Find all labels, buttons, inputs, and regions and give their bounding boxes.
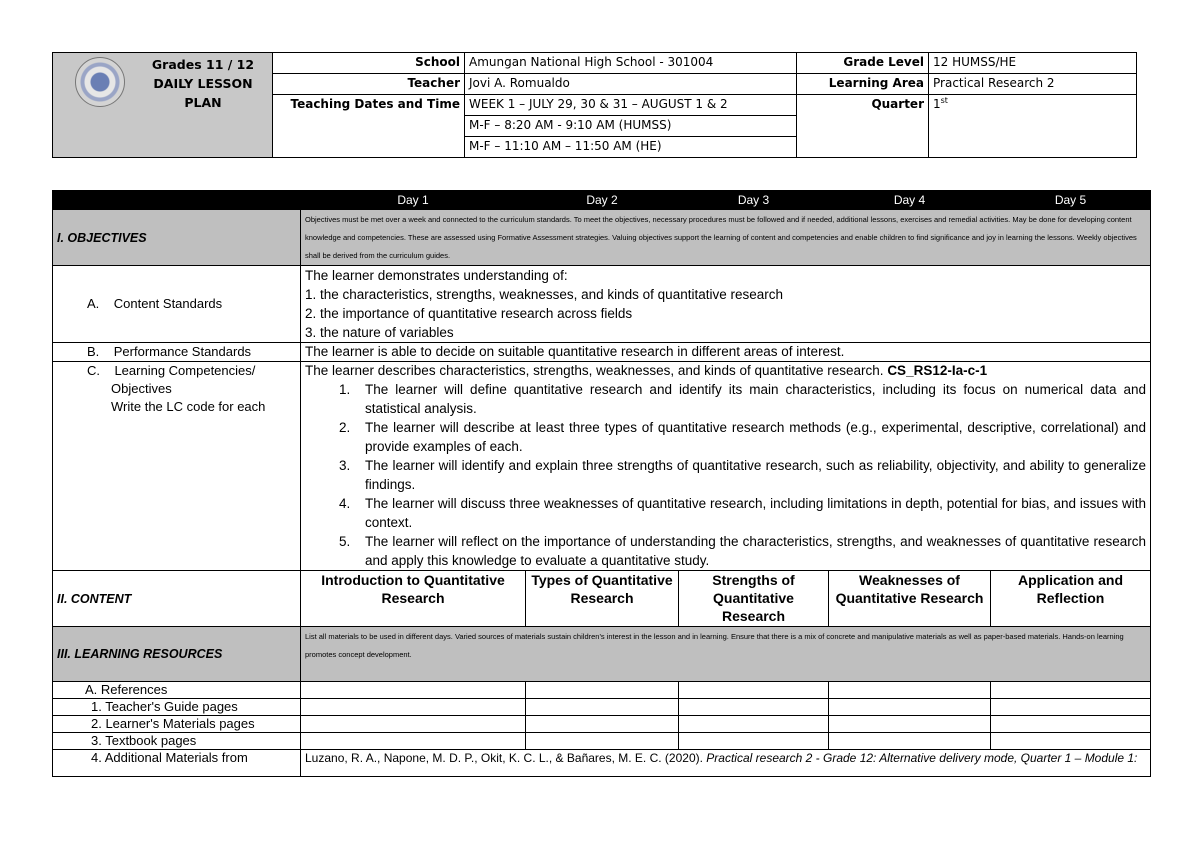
competencies-intro-text: The learner describes characteristics, strengths, weaknesses, and kinds of quantitative research. [305, 363, 884, 378]
learning-area-value: Practical Research 2 [929, 74, 1137, 95]
lc-code: CS_RS12-Ia-c-1 [887, 363, 988, 378]
competencies-row [53, 362, 1151, 571]
content-standards-row [53, 266, 1151, 343]
header-table [52, 52, 1137, 158]
content-standards-value [301, 266, 1151, 343]
content-day-2: Types of Quantitative Research [526, 571, 679, 627]
additional-materials-citation: Luzano, R. A., Napone, M. D. P., Okit, K. C. L., & Bañares, M. E. C. (2020). [305, 751, 703, 765]
competency-text: The learner will define quantitative research and identify its main characteristics, including its focus on numerical data and statistical analysis. [365, 382, 1146, 416]
competency-num: 1. [339, 382, 351, 397]
competencies-label-line3: Write the LC code for each [111, 399, 266, 414]
resources-title: III. LEARNING RESOURCES [53, 627, 301, 682]
quarter-suffix: st [940, 96, 948, 105]
quarter-number: 1 [933, 97, 941, 111]
day-2-header: Day 2 [526, 191, 679, 210]
content-title: II. CONTENT [53, 571, 301, 627]
competency-num: 3. [339, 458, 351, 473]
references-day-1 [301, 682, 526, 699]
additional-materials-title: Practical research 2 - Grade 12: Alternative delivery mode, Quarter 1 – Module 1: [706, 751, 1138, 765]
resources-row [53, 627, 1151, 682]
content-standards-num: A. [87, 296, 100, 311]
references-label: A. References [53, 682, 301, 699]
performance-standards-text: Performance Standards [113, 344, 252, 359]
teaching-dates-label: Teaching Dates and Time [273, 95, 465, 158]
day-3-header: Day 3 [679, 191, 829, 210]
lm-day-4 [829, 716, 991, 733]
performance-standards-row [53, 343, 1151, 362]
performance-standards-num: B. [87, 344, 100, 359]
grades-label: Grades 11 / 12 [151, 57, 255, 72]
competency-item [305, 380, 1146, 418]
am-row [53, 750, 1151, 777]
content-standards-line: The learner demonstrates understanding of: [305, 268, 568, 283]
tg-day-5 [991, 699, 1151, 716]
competency-item [305, 418, 1146, 456]
competency-text: The learner will reflect on the importance of understanding the characteristics, strengths, and weaknesses of quantitative research and apply this knowledge to evaluate a quantitative study. [365, 534, 1146, 568]
objectives-title: I. OBJECTIVES [53, 210, 301, 266]
objectives-note: Objectives must be met over a week and connected to the curriculum standards. To meet the objectives, necessary procedures must be followed and if needed, additional lessons, exercises and remedial activities. May be done for developing content knowledge and competencies. These are assessed using Formative Assessment strategies. Valuing objectives support the learning of content and competencies and enable children to find significance and joy in learning the lessons. Weekly objectives shall be derived from the curriculum guides. [301, 210, 1151, 266]
day-1-header: Day 1 [301, 191, 526, 210]
competency-item [305, 456, 1146, 494]
competency-num: 4. [339, 496, 351, 511]
day-header-blank [53, 191, 301, 210]
additional-materials-label: 4. Additional Materials from [53, 750, 301, 777]
teacher-label: Teacher [273, 74, 465, 95]
school-label: School [273, 53, 465, 74]
references-day-4 [829, 682, 991, 699]
competency-text: The learner will describe at least three types of quantitative research methods (e.g., experimental, descriptive, correlational) and provide examples of each. [365, 420, 1146, 454]
tg-day-1 [301, 699, 526, 716]
content-day-3: Strengths of Quantitative Research [679, 571, 829, 627]
day-5-header: Day 5 [991, 191, 1151, 210]
content-day-5: Application and Reflection [991, 571, 1151, 627]
tb-day-3 [679, 733, 829, 750]
teacher-value: Jovi A. Romualdo [465, 74, 797, 95]
competencies-num: C. [87, 363, 100, 378]
lm-day-5 [991, 716, 1151, 733]
performance-standards-value: The learner is able to decide on suitable quantitative research in different areas of interest. [301, 343, 1151, 362]
additional-materials-value [301, 750, 1151, 777]
tb-day-1 [301, 733, 526, 750]
tg-day-3 [679, 699, 829, 716]
teaching-dates-line1: WEEK 1 – JULY 29, 30 & 31 – AUGUST 1 & 2 [465, 95, 797, 116]
content-day-4: Weaknesses of Quantitative Research [829, 571, 991, 627]
resources-note: List all materials to be used in different days. Varied sources of materials sustain children's interest in the lesson and in learning. Ensure that there is a mix of concrete and manipulative materials as well as paper-based materials. Hands-on learning promotes concept development. [301, 627, 1151, 682]
tb-day-4 [829, 733, 991, 750]
lm-row [53, 716, 1151, 733]
teaching-time-he: M-F – 11:10 AM – 11:50 AM (HE) [465, 137, 797, 158]
lm-day-1 [301, 716, 526, 733]
lesson-plan-table [52, 190, 1151, 777]
day-4-header: Day 4 [829, 191, 991, 210]
competency-text: The learner will discuss three weaknesses of quantitative research, including limitations in depth, potential for bias, and issues with context. [365, 496, 1146, 530]
competencies-intro [305, 362, 1146, 380]
tg-day-2 [526, 699, 679, 716]
content-standards-line: 3. the nature of variables [305, 325, 454, 340]
grade-level-label: Grade Level [797, 53, 929, 74]
teaching-time-humss: M-F – 8:20 AM - 9:10 AM (HUMSS) [465, 116, 797, 137]
content-standards-line: 1. the characteristics, strengths, weaknesses, and kinds of quantitative research [305, 287, 783, 302]
references-day-2 [526, 682, 679, 699]
references-day-5 [991, 682, 1151, 699]
textbook-label: 3. Textbook pages [53, 733, 301, 750]
tg-day-4 [829, 699, 991, 716]
header-logo-cell [53, 53, 273, 158]
competencies-list [305, 380, 1146, 570]
content-standards-text: Content Standards [113, 296, 223, 311]
competency-item [305, 494, 1146, 532]
quarter-value [929, 95, 1137, 158]
daily-lesson-plan-label: DAILY LESSON PLAN [153, 76, 253, 110]
lm-day-2 [526, 716, 679, 733]
deped-seal-logo [75, 57, 125, 107]
content-row [53, 571, 1151, 627]
competencies-value [301, 362, 1151, 571]
tg-row [53, 699, 1151, 716]
content-standards-line: 2. the importance of quantitative research across fields [305, 306, 633, 321]
competency-num: 5. [339, 534, 351, 549]
references-row [53, 682, 1151, 699]
competency-num: 2. [339, 420, 351, 435]
learning-area-label: Learning Area [797, 74, 929, 95]
lm-day-3 [679, 716, 829, 733]
references-day-3 [679, 682, 829, 699]
competencies-label-line2: Objectives [111, 381, 172, 396]
teachers-guide-label: 1. Teacher's Guide pages [53, 699, 301, 716]
tb-day-5 [991, 733, 1151, 750]
content-standards-label [53, 266, 301, 343]
grade-level-value: 12 HUMSS/HE [929, 53, 1137, 74]
school-value: Amungan National High School - 301004 [465, 53, 797, 74]
performance-standards-label [53, 343, 301, 362]
day-header-row [53, 191, 1151, 210]
quarter-label: Quarter [797, 95, 929, 158]
tb-row [53, 733, 1151, 750]
learners-materials-label: 2. Learner's Materials pages [53, 716, 301, 733]
tb-day-2 [526, 733, 679, 750]
competency-item [305, 532, 1146, 570]
competency-text: The learner will identify and explain three strengths of quantitative research, such as reliability, objectivity, and ability to generalize findings. [365, 458, 1146, 492]
competencies-label-line1: Learning Competencies/ [114, 363, 256, 378]
content-day-1: Introduction to Quantitative Research [301, 571, 526, 627]
plan-title [133, 55, 273, 112]
competencies-label [53, 362, 301, 571]
objectives-row [53, 210, 1151, 266]
